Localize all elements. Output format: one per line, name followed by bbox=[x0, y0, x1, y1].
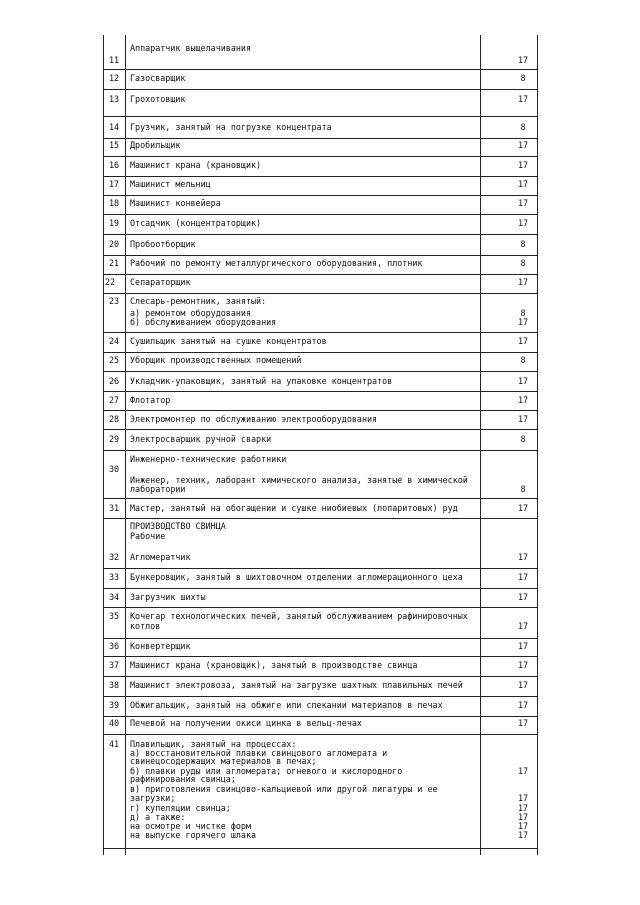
row-description: Электросварщик ручной сварки bbox=[130, 434, 272, 444]
row-description: ПРОИЗВОДСТВО СВИНЦА bbox=[130, 521, 226, 531]
row-rule bbox=[103, 588, 537, 589]
row-description: загрузки; bbox=[130, 793, 176, 803]
row-description: Аппаратчик выщелачивания bbox=[130, 43, 252, 53]
row-rule bbox=[103, 410, 537, 411]
row-value: 8 bbox=[520, 73, 526, 83]
row-number: 21 bbox=[108, 258, 120, 268]
row-number: 13 bbox=[108, 94, 120, 104]
row-number: 34 bbox=[108, 592, 120, 602]
row-rule bbox=[103, 176, 537, 177]
row-value: 17 bbox=[517, 160, 529, 170]
row-description: Машинист электровоза, занятый на загрузке шахтных плавильных печей bbox=[130, 680, 463, 690]
row-rule bbox=[103, 391, 537, 392]
row-value: 17 bbox=[517, 592, 529, 602]
column-rule bbox=[480, 35, 481, 855]
row-number: 40 bbox=[108, 718, 120, 728]
row-rule bbox=[103, 352, 537, 353]
row-description: Загрузчик шихты bbox=[130, 592, 206, 602]
row-value: 8 bbox=[520, 434, 526, 444]
row-value: 17 bbox=[517, 821, 529, 831]
row-description: Плавильщик, занятый на процессах: bbox=[130, 739, 297, 749]
row-rule bbox=[103, 274, 537, 275]
row-rule bbox=[103, 568, 537, 569]
row-rule bbox=[103, 214, 537, 215]
row-description: Конвертерщик bbox=[130, 641, 191, 651]
row-value: 17 bbox=[517, 55, 529, 65]
row-rule bbox=[103, 89, 537, 90]
row-description: Агломератчик bbox=[130, 552, 191, 562]
row-description: Рабочий по ремонту металлургического оборудования, плотник bbox=[130, 258, 423, 268]
row-number: 27 bbox=[108, 395, 120, 405]
row-value: 8 bbox=[520, 484, 526, 494]
row-value: 8 bbox=[520, 258, 526, 268]
row-value: 17 bbox=[517, 680, 529, 690]
row-number: 20 bbox=[108, 239, 120, 249]
row-rule bbox=[103, 734, 537, 735]
row-value: 17 bbox=[517, 94, 529, 104]
row-description: а) восстановительной плавки свинцового агломерата и bbox=[130, 748, 388, 758]
row-value: 17 bbox=[517, 830, 529, 840]
row-number: 23 bbox=[108, 296, 120, 306]
row-description: Машинист мельниц bbox=[130, 179, 211, 189]
row-description: Мастер, занятый на обогащении и сушке ниобиевых (лопаритовых) руд bbox=[130, 503, 458, 513]
column-rule bbox=[537, 35, 538, 855]
row-description: Инженерно-технические работники bbox=[130, 454, 287, 464]
row-description: Обжигальщик, занятый на обжиге или спекании материалов в печах bbox=[130, 700, 443, 710]
row-rule bbox=[103, 638, 537, 639]
row-number: 16 bbox=[108, 160, 120, 170]
row-value: 17 bbox=[517, 812, 529, 822]
row-description: Инженер, техник, лаборант химического анализа, занятые в химической bbox=[130, 475, 468, 485]
row-number: 33 bbox=[108, 572, 120, 582]
row-value: 17 bbox=[517, 336, 529, 346]
row-value: 17 bbox=[517, 503, 529, 513]
row-value: 17 bbox=[517, 179, 529, 189]
row-description: Слесарь-ремонтник, занятый: bbox=[130, 296, 267, 306]
row-number: 25 bbox=[108, 355, 120, 365]
row-value: 17 bbox=[517, 317, 529, 327]
row-value: 17 bbox=[517, 621, 529, 631]
row-number: 17 bbox=[108, 179, 120, 189]
row-number: 36 bbox=[108, 641, 120, 651]
row-description: б) плавки руды или агломерата; огневого и кислородного bbox=[130, 766, 403, 776]
row-value: 8 bbox=[520, 122, 526, 132]
row-rule bbox=[103, 848, 537, 849]
row-number: 39 bbox=[108, 700, 120, 710]
row-rule bbox=[103, 607, 537, 608]
row-rule bbox=[103, 69, 537, 70]
row-description: а) ремонтом оборудования bbox=[130, 308, 252, 318]
row-description: Отсадчик (концентраторщик) bbox=[130, 218, 262, 228]
row-value: 8 bbox=[520, 355, 526, 365]
row-value: 17 bbox=[517, 660, 529, 670]
row-description: котлов bbox=[130, 621, 161, 631]
row-number: 12 bbox=[108, 73, 120, 83]
row-number: 30 bbox=[108, 464, 120, 474]
row-rule bbox=[103, 716, 537, 717]
row-value: 17 bbox=[517, 140, 529, 150]
row-number: 32 bbox=[108, 552, 120, 562]
column-rule bbox=[103, 35, 104, 855]
row-description: Рабочие bbox=[130, 531, 166, 541]
row-description: б) обслуживанием оборудования bbox=[130, 317, 277, 327]
row-description: Электромонтер по обслуживанию электрооборудования bbox=[130, 414, 378, 424]
row-number: 38 bbox=[108, 680, 120, 690]
row-description: Машинист крана (крановщик), занятый в производстве свинца bbox=[130, 660, 418, 670]
row-rule bbox=[103, 234, 537, 235]
row-rule bbox=[103, 195, 537, 196]
row-number: 15 bbox=[108, 140, 120, 150]
row-number: 11 bbox=[108, 55, 120, 65]
row-value: 17 bbox=[517, 793, 529, 803]
row-rule bbox=[103, 138, 537, 139]
row-rule bbox=[103, 371, 537, 372]
row-number: 18 bbox=[108, 198, 120, 208]
row-description: Грохотовщик bbox=[130, 94, 186, 104]
row-description: Бункеровщик, занятый в шихтовочном отделении агломерационного цеха bbox=[130, 572, 463, 582]
row-description: г) купеляции свинца; bbox=[130, 803, 231, 813]
row-description: в) приготовления свинцово-кальциевой или другой лигатуры и ее bbox=[130, 784, 438, 794]
row-description: Флотатор bbox=[130, 395, 171, 405]
row-rule bbox=[103, 656, 537, 657]
row-rule bbox=[103, 498, 537, 499]
row-description: Дробильщик bbox=[130, 140, 181, 150]
row-value: 8 bbox=[520, 239, 526, 249]
row-description: Укладчик-упаковщик, занятый на упаковке концентратов bbox=[130, 376, 393, 386]
row-value: 17 bbox=[517, 395, 529, 405]
row-value: 17 bbox=[517, 218, 529, 228]
row-description: д) а также: bbox=[130, 812, 186, 822]
row-description: на осмотре и чистке форм bbox=[130, 821, 252, 831]
row-number: 29 bbox=[108, 434, 120, 444]
row-number: 19 bbox=[108, 218, 120, 228]
row-description: Сушильщик занятый на сушке концентратов bbox=[130, 336, 327, 346]
row-description: Печевой на получении окиси цинка в вельц-печах bbox=[130, 718, 362, 728]
row-value: 17 bbox=[517, 700, 529, 710]
column-rule bbox=[125, 35, 126, 855]
row-number: 24 bbox=[108, 336, 120, 346]
row-description: свинецосодержащих материалов в печах; bbox=[130, 756, 317, 766]
row-value: 8 bbox=[520, 308, 526, 318]
row-rule bbox=[103, 332, 537, 333]
row-number: 22 bbox=[104, 277, 116, 287]
row-rule bbox=[103, 293, 537, 294]
row-rule bbox=[103, 255, 537, 256]
row-rule bbox=[103, 518, 537, 519]
row-value: 17 bbox=[517, 803, 529, 813]
row-description: Машинист конвейера bbox=[130, 198, 221, 208]
row-rule bbox=[103, 429, 537, 430]
row-description: Машинист крана (крановщик) bbox=[130, 160, 262, 170]
row-value: 17 bbox=[517, 198, 529, 208]
row-number: 28 bbox=[108, 414, 120, 424]
row-value: 17 bbox=[517, 277, 529, 287]
row-description: лаборатории bbox=[130, 484, 186, 494]
row-rule bbox=[103, 450, 537, 451]
row-number: 35 bbox=[108, 611, 120, 621]
row-description: Сепараторщик bbox=[130, 277, 191, 287]
row-description: Пробоотборщик bbox=[130, 239, 196, 249]
row-value: 17 bbox=[517, 552, 529, 562]
row-description: рафинирования свинца; bbox=[130, 774, 236, 784]
row-value: 17 bbox=[517, 376, 529, 386]
row-description: Уборщик производственных помещений bbox=[130, 355, 302, 365]
row-value: 17 bbox=[517, 414, 529, 424]
row-description: Грузчик, занятый на погрузке концентрата bbox=[130, 122, 332, 132]
row-number: 41 bbox=[108, 739, 120, 749]
row-description: на выпуске горячего шлака bbox=[130, 830, 257, 840]
row-description: Кочегар технологических печей, занятый обслуживанием рафинировочных bbox=[130, 611, 468, 621]
row-description: Газосварщик bbox=[130, 73, 186, 83]
row-value: 17 bbox=[517, 766, 529, 776]
row-rule bbox=[103, 696, 537, 697]
row-rule bbox=[103, 156, 537, 157]
row-rule bbox=[103, 116, 537, 117]
row-number: 31 bbox=[108, 503, 120, 513]
row-number: 37 bbox=[108, 660, 120, 670]
row-number: 26 bbox=[108, 376, 120, 386]
row-value: 17 bbox=[517, 572, 529, 582]
row-rule bbox=[103, 676, 537, 677]
row-number: 14 bbox=[108, 122, 120, 132]
row-value: 17 bbox=[517, 641, 529, 651]
row-value: 17 bbox=[517, 718, 529, 728]
